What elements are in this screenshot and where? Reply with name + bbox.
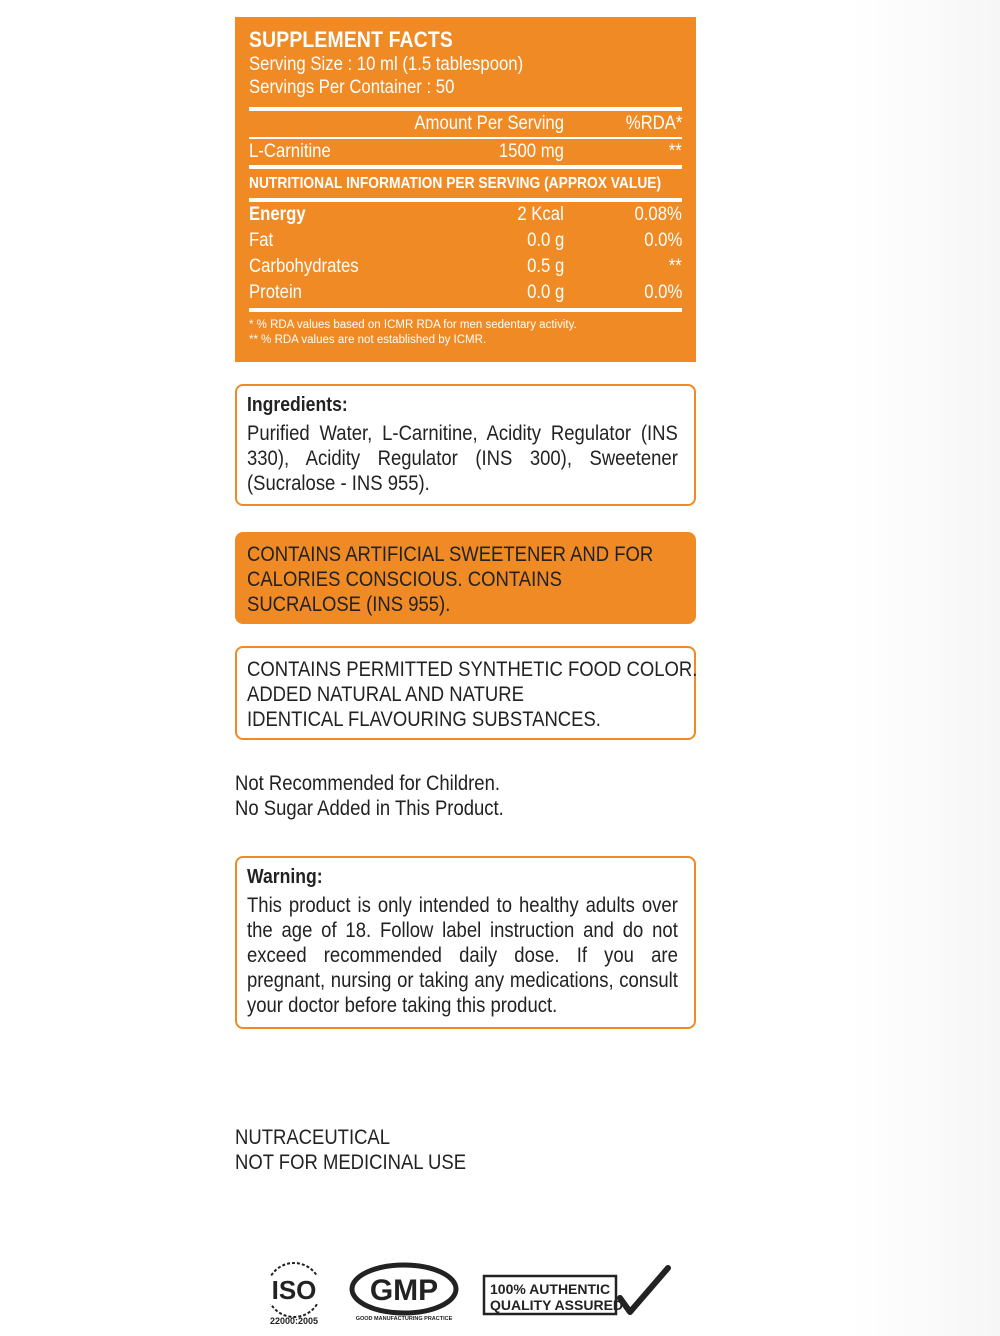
iso-number: 22000:2005 <box>269 1316 319 1326</box>
nutrient-amount: 0.0 g <box>526 230 564 251</box>
serving-size: Serving Size : 10 ml (1.5 tablespoon) <box>249 54 524 75</box>
note-children: Not Recommended for Children. <box>235 772 501 795</box>
facts-header-row <box>249 111 682 137</box>
nutrient-name: Carbohydrates <box>249 256 359 277</box>
authentic-badge-icon <box>484 1268 668 1314</box>
active-rda: ** <box>668 141 682 162</box>
warning-box <box>235 856 696 1029</box>
nutrition-row <box>249 228 682 254</box>
nutrient-amount: 0.5 g <box>526 256 564 277</box>
active-row <box>249 139 682 165</box>
color-notice-line-3: IDENTICAL FLAVOURING SUBSTANCES. <box>247 708 601 731</box>
nutrition-row <box>249 280 682 306</box>
footnote-2: ** % RDA values are not established by ICMR. <box>249 334 487 346</box>
ingredients-box <box>235 384 696 506</box>
certification-badges <box>258 1262 678 1330</box>
iso-badge-icon <box>260 1263 328 1326</box>
nutrient-rda: ** <box>668 256 682 277</box>
classification-line-1: NUTRACEUTICAL <box>235 1126 391 1149</box>
authentic-line-1: 100% AUTHENTIC <box>490 1281 611 1297</box>
supplement-facts-panel <box>235 17 696 362</box>
color-notice-line-1: CONTAINS PERMITTED SYNTHETIC FOOD COLOR. <box>247 658 698 681</box>
iso-text: ISO <box>271 1275 317 1305</box>
nutrition-row <box>249 254 682 280</box>
col-amount-header: Amount Per Serving <box>414 113 564 134</box>
warning-heading: Warning: <box>247 866 323 888</box>
footnote-1: * % RDA values based on ICMR RDA for men sedentary activity. <box>249 319 577 331</box>
nutrition-title: NUTRITIONAL INFORMATION PER SERVING (APPROX VALUE) <box>249 175 662 192</box>
gmp-badge-icon <box>352 1265 456 1322</box>
gmp-sub: GOOD MANUFACTURING PRACTICE <box>355 1316 453 1322</box>
note-sugar: No Sugar Added in This Product. <box>235 797 504 820</box>
sweetener-notice-text: CONTAINS ARTIFICIAL SWEETENER AND FOR CALORIES CONSCIOUS. CONTAINS SUCRALOSE (INS 955). <box>247 543 654 616</box>
active-amount: 1500 mg <box>498 141 564 162</box>
background-shade <box>850 0 1000 1336</box>
classification-line-2: NOT FOR MEDICINAL USE <box>235 1151 467 1174</box>
color-notice-box <box>235 646 696 740</box>
checkmark-icon <box>620 1268 668 1312</box>
badges-svg <box>258 1262 678 1330</box>
nutrient-rda: 0.08% <box>634 204 682 225</box>
nutrient-amount: 0.0 g <box>526 282 564 303</box>
authentic-line-2: QUALITY ASSURED <box>490 1297 624 1313</box>
nutrient-rda: 0.0% <box>643 230 682 251</box>
nutrient-name: Fat <box>249 230 274 251</box>
warning-text: This product is only intended to healthy adults over the age of 18. Follow label instruction and do not exceed recommended daily dose. If you are pregnant, nursing or taking any medications, consult your doctor before taking this product. <box>247 894 678 1017</box>
ingredients-text: Purified Water, L-Carnitine, Acidity Regulator (INS 330), Acidity Regulator (INS 300), Sweetener (Sucralose - INS 955). <box>247 422 678 495</box>
col-rda-header: %RDA* <box>625 113 682 134</box>
nutrient-name: Energy <box>249 204 306 225</box>
nutrient-rda: 0.0% <box>643 282 682 303</box>
facts-title: SUPPLEMENT FACTS <box>249 27 453 52</box>
nutrient-name: Protein <box>249 282 302 303</box>
nutrition-row <box>249 202 682 228</box>
servings-per-container: Servings Per Container : 50 <box>249 77 455 98</box>
active-name: L-Carnitine <box>249 141 331 162</box>
gmp-text: GMP <box>369 1274 439 1307</box>
nutrient-amount: 2 Kcal <box>517 204 564 225</box>
ingredients-heading: Ingredients: <box>247 394 348 416</box>
sweetener-notice-box <box>235 532 696 624</box>
color-notice-line-2: ADDED NATURAL AND NATURE <box>247 683 524 706</box>
